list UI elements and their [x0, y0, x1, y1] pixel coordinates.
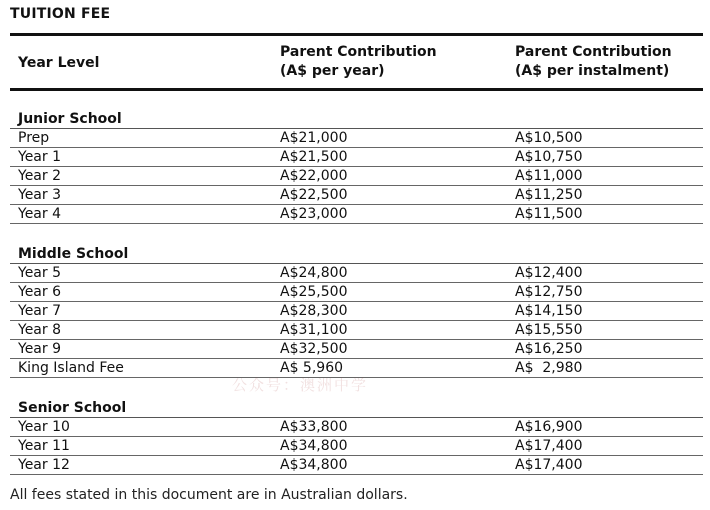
cell-year-level: Year 5	[10, 264, 280, 283]
header-year-level: Year Level	[10, 35, 280, 90]
header-annual-line1: Parent Contribution	[280, 44, 437, 60]
cell-instalment-fee: A$12,400	[515, 264, 703, 283]
table-row	[10, 167, 703, 186]
cell-instalment-fee: A$11,250	[515, 186, 703, 205]
section-spacer	[10, 224, 703, 245]
table-body	[10, 90, 703, 475]
cell-year-level: Year 11	[10, 437, 280, 456]
table-row	[10, 205, 703, 224]
cell-year-level: Year 2	[10, 167, 280, 186]
header-annual-contribution	[280, 35, 515, 90]
cell-instalment-fee: A$ 2,980	[515, 359, 703, 378]
cell-annual-fee: A$ 5,960	[280, 359, 515, 378]
cell-year-level: King Island Fee	[10, 359, 280, 378]
section-heading-row	[10, 244, 703, 264]
section-spacer	[10, 90, 703, 110]
section-heading: Junior School	[10, 109, 703, 129]
cell-annual-fee: A$25,500	[280, 283, 515, 302]
tuition-fee-table	[10, 33, 703, 475]
cell-instalment-fee: A$17,400	[515, 456, 703, 475]
header-instalment-contribution	[515, 35, 703, 90]
table-row	[10, 148, 703, 167]
section-heading-row	[10, 109, 703, 129]
section-heading: Senior School	[10, 398, 703, 418]
header-annual-line2: (A$ per year)	[280, 63, 385, 79]
cell-instalment-fee: A$14,150	[515, 302, 703, 321]
cell-year-level: Year 9	[10, 340, 280, 359]
cell-annual-fee: A$28,300	[280, 302, 515, 321]
header-instalment-line1: Parent Contribution	[515, 44, 672, 60]
cell-instalment-fee: A$10,750	[515, 148, 703, 167]
cell-instalment-fee: A$16,250	[515, 340, 703, 359]
cell-annual-fee: A$22,500	[280, 186, 515, 205]
document-title: TUITION FEE	[10, 6, 111, 22]
cell-annual-fee: A$31,100	[280, 321, 515, 340]
table-row	[10, 418, 703, 437]
cell-year-level: Year 7	[10, 302, 280, 321]
cell-year-level: Year 4	[10, 205, 280, 224]
cell-instalment-fee: A$16,900	[515, 418, 703, 437]
cell-annual-fee: A$22,000	[280, 167, 515, 186]
cell-year-level: Year 10	[10, 418, 280, 437]
table-row	[10, 264, 703, 283]
section-heading: Middle School	[10, 244, 703, 264]
cell-annual-fee: A$34,800	[280, 456, 515, 475]
cell-annual-fee: A$34,800	[280, 437, 515, 456]
table-row	[10, 129, 703, 148]
table-header-row	[10, 35, 703, 90]
table-row	[10, 437, 703, 456]
table-row	[10, 456, 703, 475]
table-row	[10, 340, 703, 359]
cell-instalment-fee: A$11,000	[515, 167, 703, 186]
cell-year-level: Year 8	[10, 321, 280, 340]
table-row	[10, 321, 703, 340]
table-row	[10, 186, 703, 205]
cell-year-level: Year 12	[10, 456, 280, 475]
cell-annual-fee: A$33,800	[280, 418, 515, 437]
header-instalment-line2: (A$ per instalment)	[515, 63, 670, 79]
table-row	[10, 302, 703, 321]
cell-annual-fee: A$32,500	[280, 340, 515, 359]
table-row	[10, 283, 703, 302]
cell-annual-fee: A$21,500	[280, 148, 515, 167]
cell-instalment-fee: A$17,400	[515, 437, 703, 456]
watermark-text: 公众号：澳洲中学	[232, 376, 369, 394]
cell-instalment-fee: A$11,500	[515, 205, 703, 224]
cell-year-level: Prep	[10, 129, 280, 148]
cell-instalment-fee: A$15,550	[515, 321, 703, 340]
cell-instalment-fee: A$12,750	[515, 283, 703, 302]
section-heading-row	[10, 398, 703, 418]
footnote: All fees stated in this document are in Australian dollars.	[10, 487, 408, 503]
cell-annual-fee: A$24,800	[280, 264, 515, 283]
cell-year-level: Year 1	[10, 148, 280, 167]
cell-annual-fee: A$23,000	[280, 205, 515, 224]
cell-year-level: Year 6	[10, 283, 280, 302]
cell-annual-fee: A$21,000	[280, 129, 515, 148]
cell-year-level: Year 3	[10, 186, 280, 205]
cell-instalment-fee: A$10,500	[515, 129, 703, 148]
